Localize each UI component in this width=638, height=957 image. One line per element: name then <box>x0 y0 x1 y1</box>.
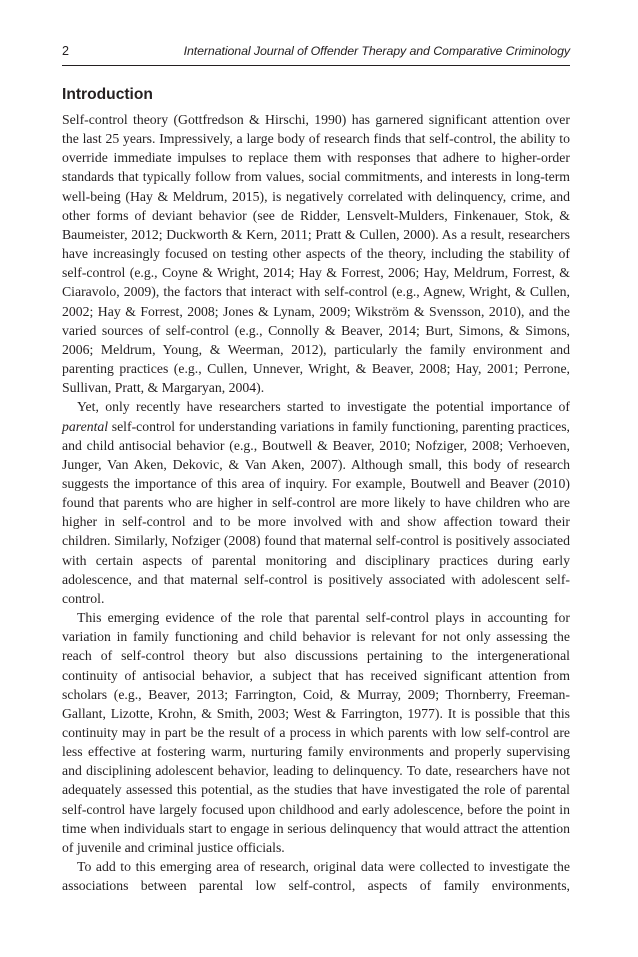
page-number: 2 <box>62 44 70 58</box>
paragraph-2-emphasis: parental <box>62 418 109 434</box>
body-text <box>62 110 570 895</box>
paragraph-4: To add to this emerging area of research, original data were collected to investigate the associations between parental low self-control, aspects of family environments, <box>62 859 570 894</box>
running-head <box>62 44 570 64</box>
paragraph-3: This emerging evidence of the role that parental self-control plays in accounting for variation in family functioning and child behavior is relevant for not only assessing the reach of self-control theory but also discussions pertaining to the intergenerational continuity of antisocial behavior, a subject that has received significant attention from scholars (e.g., Beaver, 2013; Farrington, Coid, & Murray, 2009; Thornberry, Freeman-Gallant, Lizotte, Krohn, & Smith, 2003; West & Farrington, 1977). It is possible that this continuity may in part be the result of a process in which parents with low self-control are less effective at fostering warm, nurturing family environments and properly supervising and disciplining adolescent behavior, leading to delinquency. To date, researchers have not adequately assessed this potential, as the studies that have investigated the role of parental self-control have largely focused upon childhood and early adolescence, before the point in time when individuals start to engage in serious delinquency that would attract the attention of juvenile and criminal justice officials. <box>62 610 570 855</box>
section-heading: Introduction <box>62 86 153 103</box>
paragraph-2 <box>62 397 570 608</box>
paragraph-2-text-after: self-control for understanding variations in family functioning, parenting practices, and child antisocial behavior (e.g., Boutwell & Beaver, 2010; Nofziger, 2008; Verhoeven, Junger, Van Aken, Dekovic, & Van Aken, 2007). Although small, this body of research suggests the importance of this area of inquiry. For example, Boutwell and Beaver (2010) found that parents who are higher in self-control are more likely to have children who are higher in self-control and to be more involved with and show affection toward their children. Similarly, Nofziger (2008) found that maternal self-control is positively associated with certain aspects of parental monitoring and disciplinary practices during early adolescence, and that maternal self-control is positively associated with adolescent self-control. <box>62 418 570 606</box>
paragraph-1: Self-control theory (Gottfredson & Hirschi, 1990) has garnered significant attention over the last 25 years. Impressively, a large body of research finds that self-control, the ability to override immediate impulses to replace them with responses that adhere to higher-order standards that typically follow from values, social commitments, and interests in long-term well-being (Hay & Meldrum, 2015), is negatively correlated with delinquency, crime, and other forms of deviant behavior (see de Ridder, Lensvelt-Mulders, Finkenauer, Stok, & Baumeister, 2012; Duckworth & Kern, 2011; Pratt & Cullen, 2000). As a result, researchers have increasingly focused on testing other aspects of the theory, including the stability of self-control (e.g., Coyne & Wright, 2014; Hay & Forrest, 2006; Hay, Meldrum, Forrest, & Ciaravolo, 2009), the factors that interact with self-control (e.g., Agnew, Wright, & Cullen, 2002; Hay & Forrest, 2008; Jones & Lynam, 2009; Wikström & Svensson, 2010), and the varied sources of self-control (e.g., Connolly & Beaver, 2014; Burt, Simons, & Simons, 2006; Meldrum, Young, & Weerman, 2012), particularly the family environment and parenting practices (e.g., Cullen, Unnever, Wright, & Beaver, 2008; Hay, 2001; Perrone, Sullivan, Pratt, & Margaryan, 2004). <box>62 112 570 396</box>
journal-title: International Journal of Offender Therapy and Comparative Criminology <box>183 44 570 58</box>
paragraph-2-text-before: Yet, only recently have researchers started to investigate the potential importance of <box>77 399 570 415</box>
header-rule <box>62 65 570 66</box>
